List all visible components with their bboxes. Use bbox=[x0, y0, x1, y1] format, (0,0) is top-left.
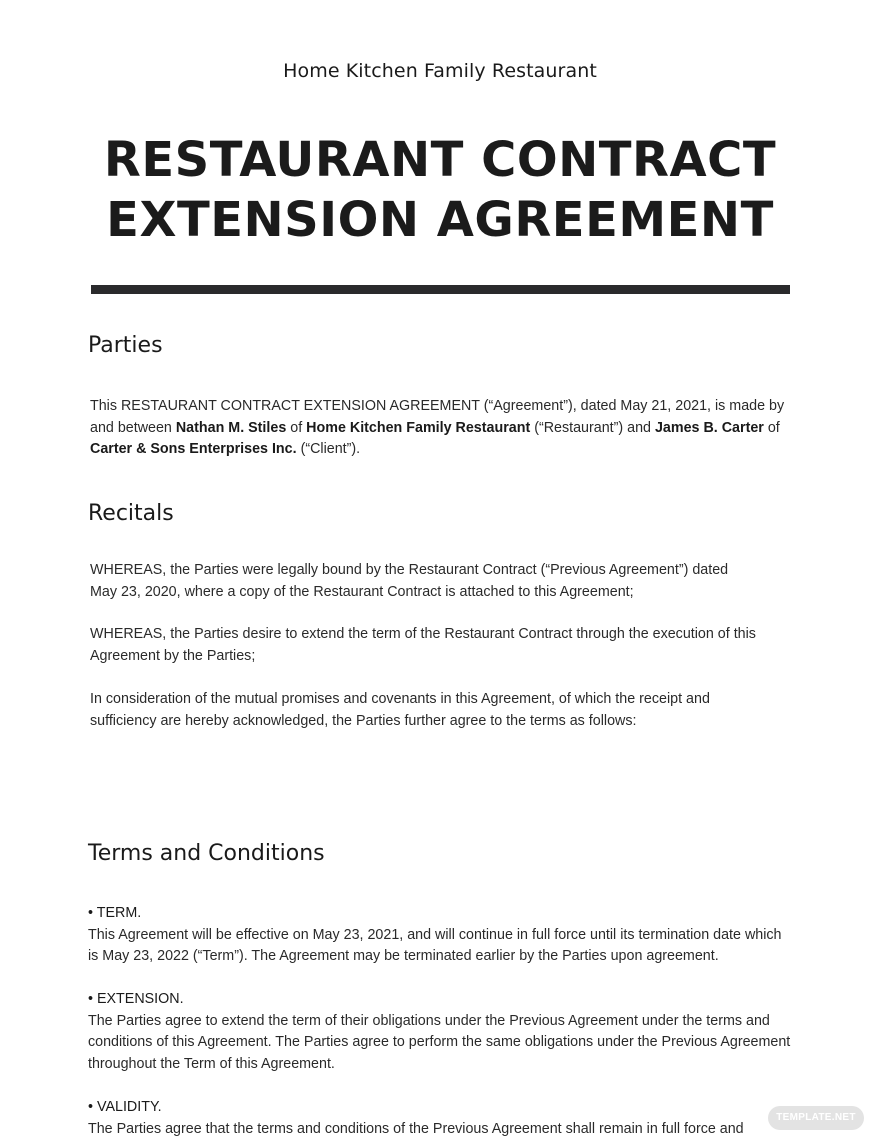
title-line-1: RESTAURANT CONTRACT bbox=[103, 132, 777, 188]
parties-heading: Parties bbox=[88, 333, 163, 358]
recitals-heading: Recitals bbox=[88, 501, 174, 526]
recital-paragraph-2: WHEREAS, the Parties desire to extend the term of the Restaurant Contract through the execution of this Agreement by the Parties; bbox=[90, 626, 756, 664]
term-item-validity bbox=[88, 1097, 800, 1140]
parties-seg: This RESTAURANT CONTRACT EXTENSION AGREEMENT (“Agreement”), dated May 21, 2021, is made by and between bbox=[90, 398, 785, 436]
term-label: • TERM. bbox=[88, 905, 142, 921]
term-label: • VALIDITY. bbox=[88, 1099, 162, 1115]
title-divider bbox=[91, 285, 790, 294]
recital-paragraph-3: In consideration of the mutual promises and covenants in this Agreement, of which the receipt and sufficiency are hereby acknowledged, the Parties further agree to the terms as follows: bbox=[90, 691, 710, 729]
party-name-restaurant-rep: Nathan M. Stiles bbox=[175, 419, 287, 436]
template-net-watermark: TEMPLATE.NET bbox=[768, 1106, 864, 1130]
term-text: The Parties agree to extend the term of their obligations under the Previous Agreement under the terms and conditions of this Agreement. The Parties agree to perform the same obligations under the Previous Agreement throughout the Term of this Agreement. bbox=[88, 1012, 791, 1072]
term-item-term bbox=[88, 903, 788, 968]
parties-seg: of bbox=[763, 419, 780, 436]
terms-heading: Terms and Conditions bbox=[88, 841, 325, 866]
title-line-2: EXTENSION AGREEMENT bbox=[106, 192, 774, 248]
party-restaurant: Home Kitchen Family Restaurant bbox=[306, 419, 531, 436]
term-text: The Parties agree that the terms and conditions of the Previous Agreement shall remain in full force and bbox=[88, 1120, 744, 1137]
term-item-extension bbox=[88, 989, 800, 1075]
parties-seg: (“Restaurant”) and bbox=[530, 419, 655, 436]
recital-paragraph-1: WHEREAS, the Parties were legally bound by the Restaurant Contract (“Previous Agreement”) dated May 23, 2020, where a copy of the Restaurant Contract is attached to this Agreement; bbox=[90, 562, 729, 600]
parties-paragraph bbox=[90, 396, 800, 461]
party-client: Carter & Sons Enterprises Inc. bbox=[90, 441, 297, 457]
party-name-client-rep: James B. Carter bbox=[654, 419, 764, 436]
parties-seg: (“Client”). bbox=[296, 441, 361, 457]
parties-seg: of bbox=[286, 419, 307, 436]
term-text: This Agreement will be effective on May 23, 2021, and will continue in full force until its termination date which is May 23, 2022 (“Term”). The Agreement may be terminated earlier by the Parties upon agreement. bbox=[88, 926, 782, 964]
term-label: • EXTENSION. bbox=[88, 991, 184, 1007]
company-name: Home Kitchen Family Restaurant bbox=[283, 60, 597, 82]
document-title bbox=[0, 130, 880, 250]
